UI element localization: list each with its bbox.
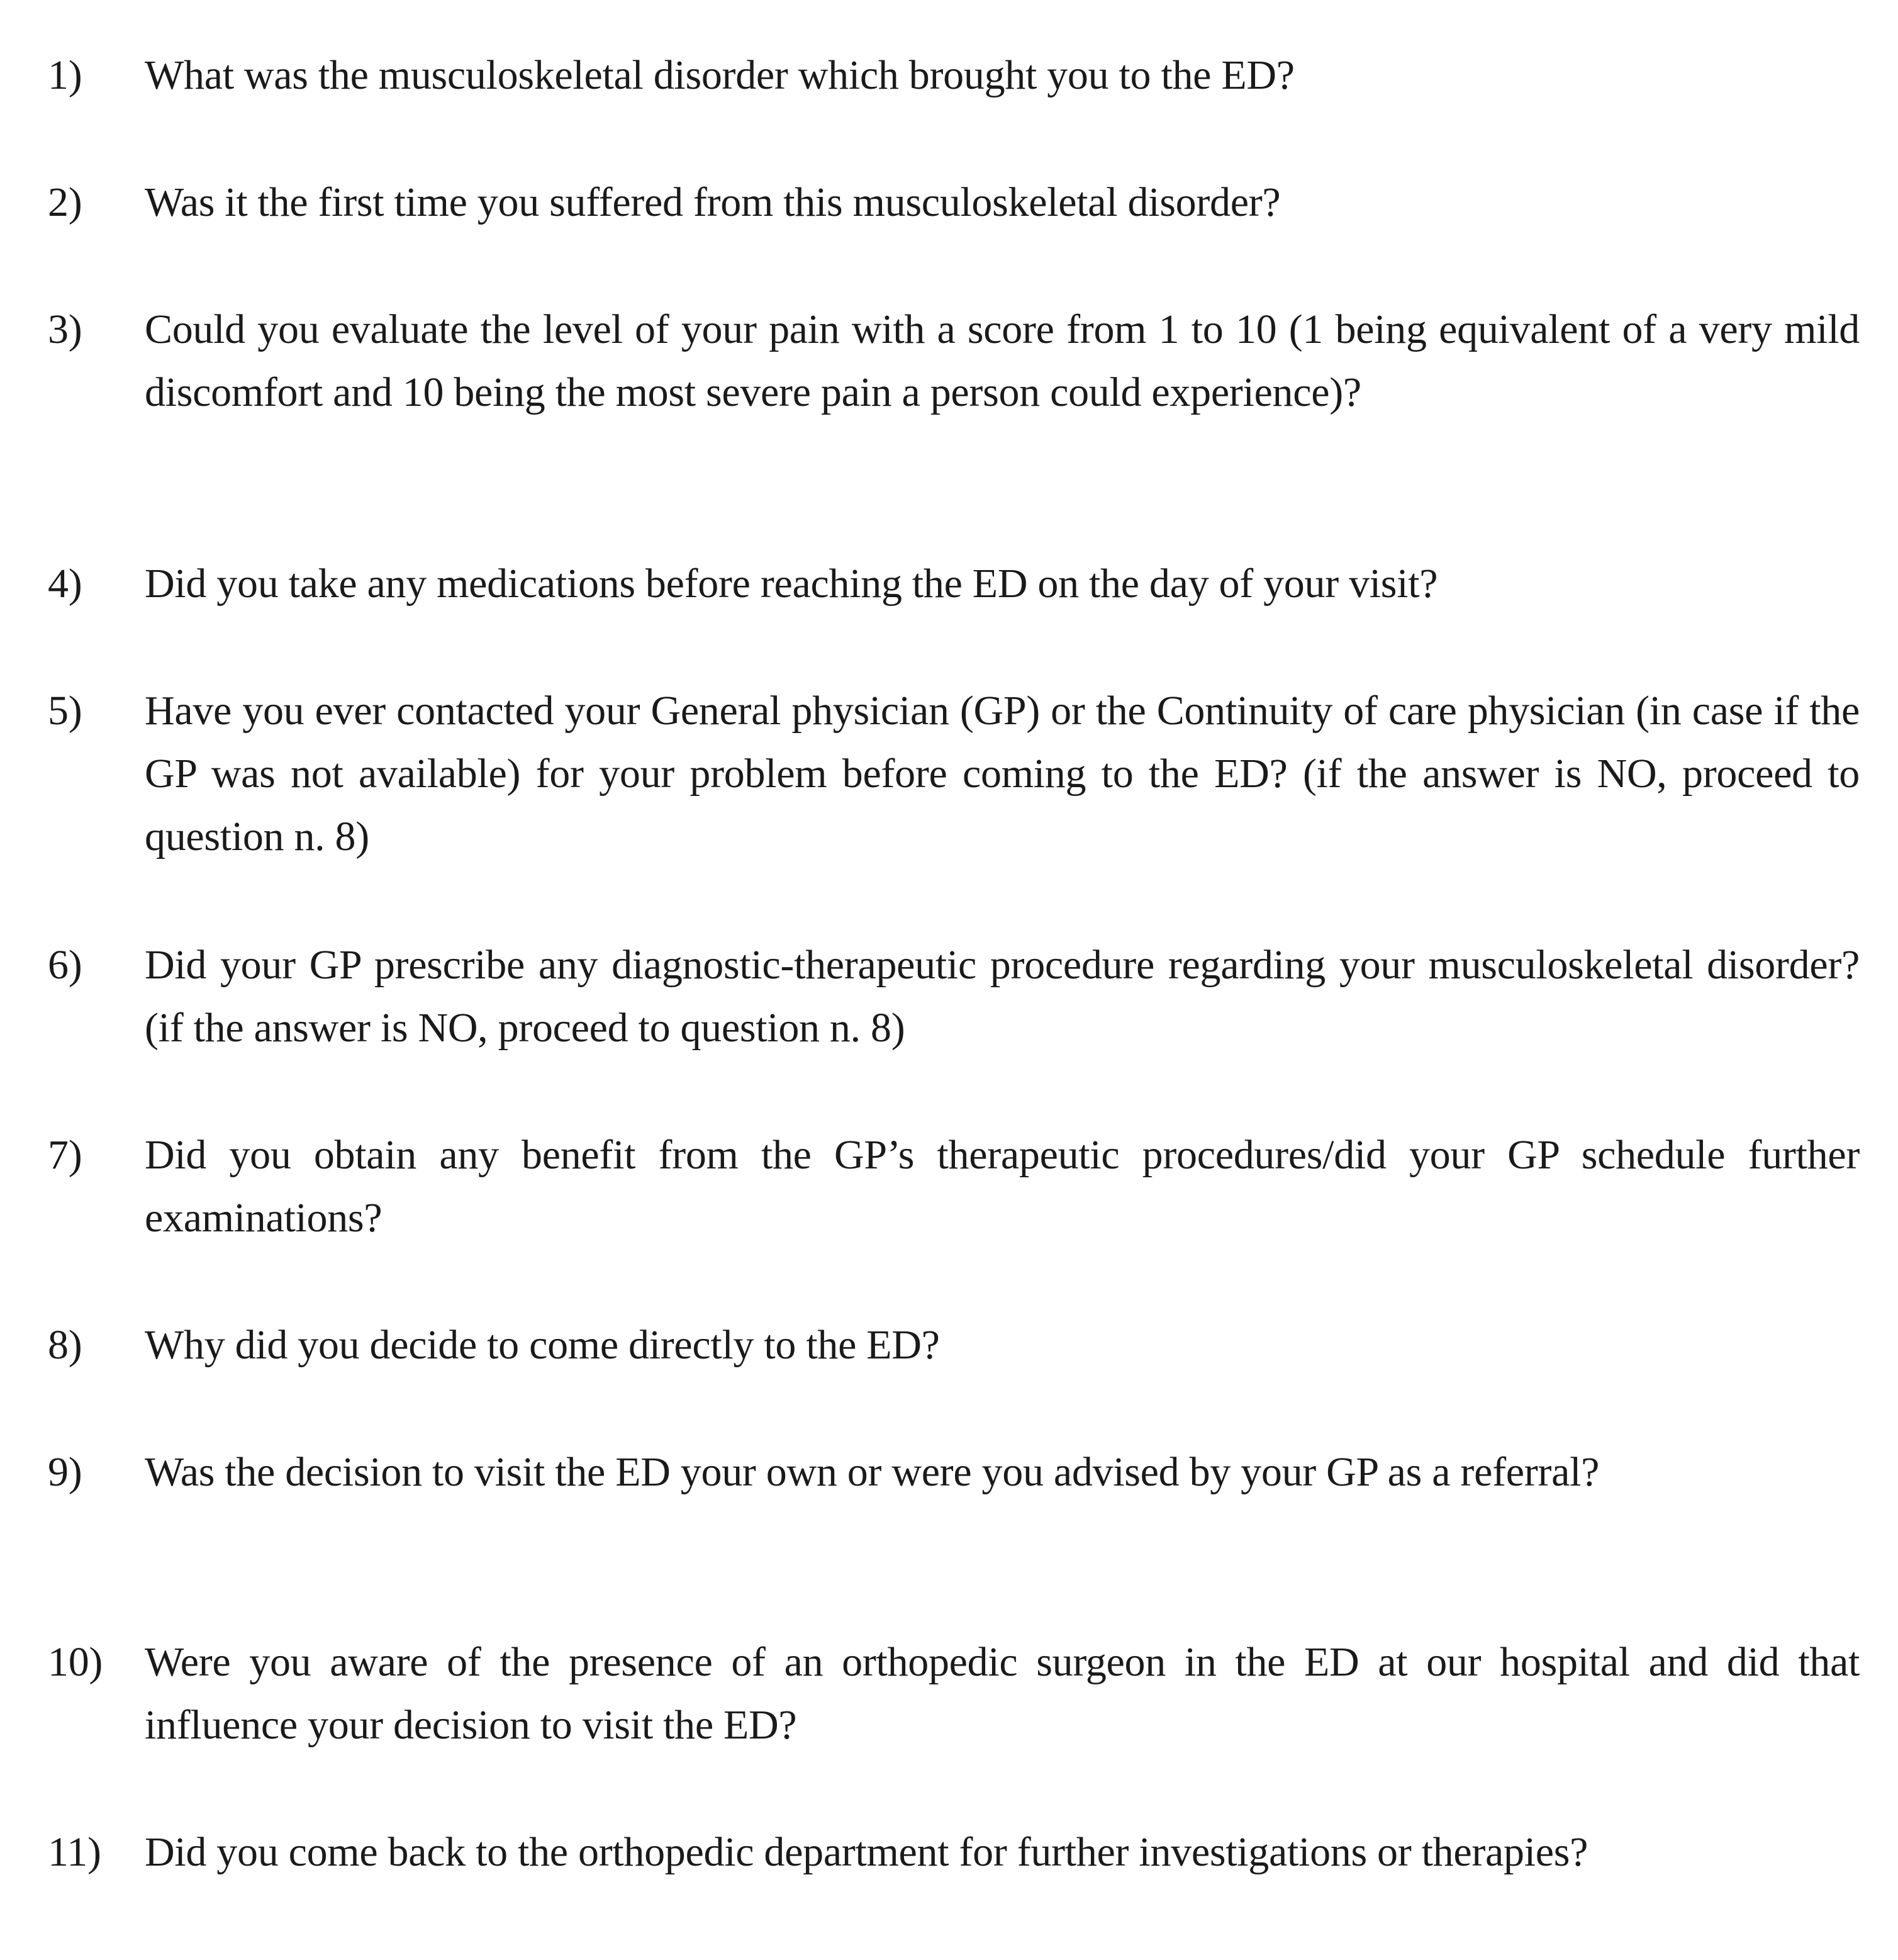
question-number: 4) — [48, 561, 82, 607]
question-number: 3) — [48, 306, 82, 352]
question-number: 2) — [48, 179, 82, 225]
question-item-7 — [48, 1124, 1860, 1250]
question-text: Could you evaluate the level of your pain with a score from 1 to 10 (1 being equivalent of a very mild discomfort and 10 being the most severe pain a person could experience)? — [145, 306, 1860, 415]
question-text: Did you take any medications before reaching the ED on the day of your visit? — [145, 561, 1438, 607]
question-item-4 — [48, 552, 1860, 615]
question-number: 8) — [48, 1322, 82, 1368]
question-text: Did you come back to the orthopedic department for further investigations or therapies? — [145, 1829, 1588, 1875]
question-item-8 — [48, 1314, 1860, 1377]
question-number: 1) — [48, 52, 82, 98]
question-item-11 — [48, 1821, 1860, 1884]
question-text: Was the decision to visit the ED your own or were you advised by your GP as a referral? — [145, 1449, 1600, 1495]
question-number: 9) — [48, 1449, 82, 1495]
question-item-5 — [48, 680, 1860, 868]
question-text: Was it the first time you suffered from this musculoskeletal disorder? — [145, 179, 1281, 225]
question-item-3 — [48, 298, 1860, 424]
question-item-1 — [48, 44, 1860, 107]
question-item-2 — [48, 171, 1860, 234]
question-text: Why did you decide to come directly to the ED? — [145, 1322, 940, 1368]
question-text: Were you aware of the presence of an orthopedic surgeon in the ED at our hospital and did that influence your decision to visit the ED? — [145, 1639, 1860, 1748]
question-item-9 — [48, 1441, 1860, 1504]
question-text: Did you obtain any benefit from the GP’s therapeutic procedures/did your GP schedule further examinations? — [145, 1132, 1860, 1241]
question-item-6 — [48, 934, 1860, 1060]
question-item-10 — [48, 1631, 1860, 1757]
question-number: 11) — [48, 1829, 101, 1875]
question-number: 5) — [48, 688, 82, 734]
question-number: 7) — [48, 1132, 82, 1178]
question-text: What was the musculoskeletal disorder which brought you to the ED? — [145, 52, 1295, 98]
question-number: 6) — [48, 942, 82, 988]
question-text: Have you ever contacted your General physician (GP) or the Continuity of care physician (in case if the GP was not available) for your problem before coming to the ED? (if the answer is NO, proceed to question n. 8) — [145, 688, 1860, 860]
question-text: Did your GP prescribe any diagnostic-therapeutic procedure regarding your musculoskeletal disorder? (if the answer is NO, proceed to question n. 8) — [145, 942, 1860, 1051]
question-number: 10) — [48, 1639, 103, 1685]
